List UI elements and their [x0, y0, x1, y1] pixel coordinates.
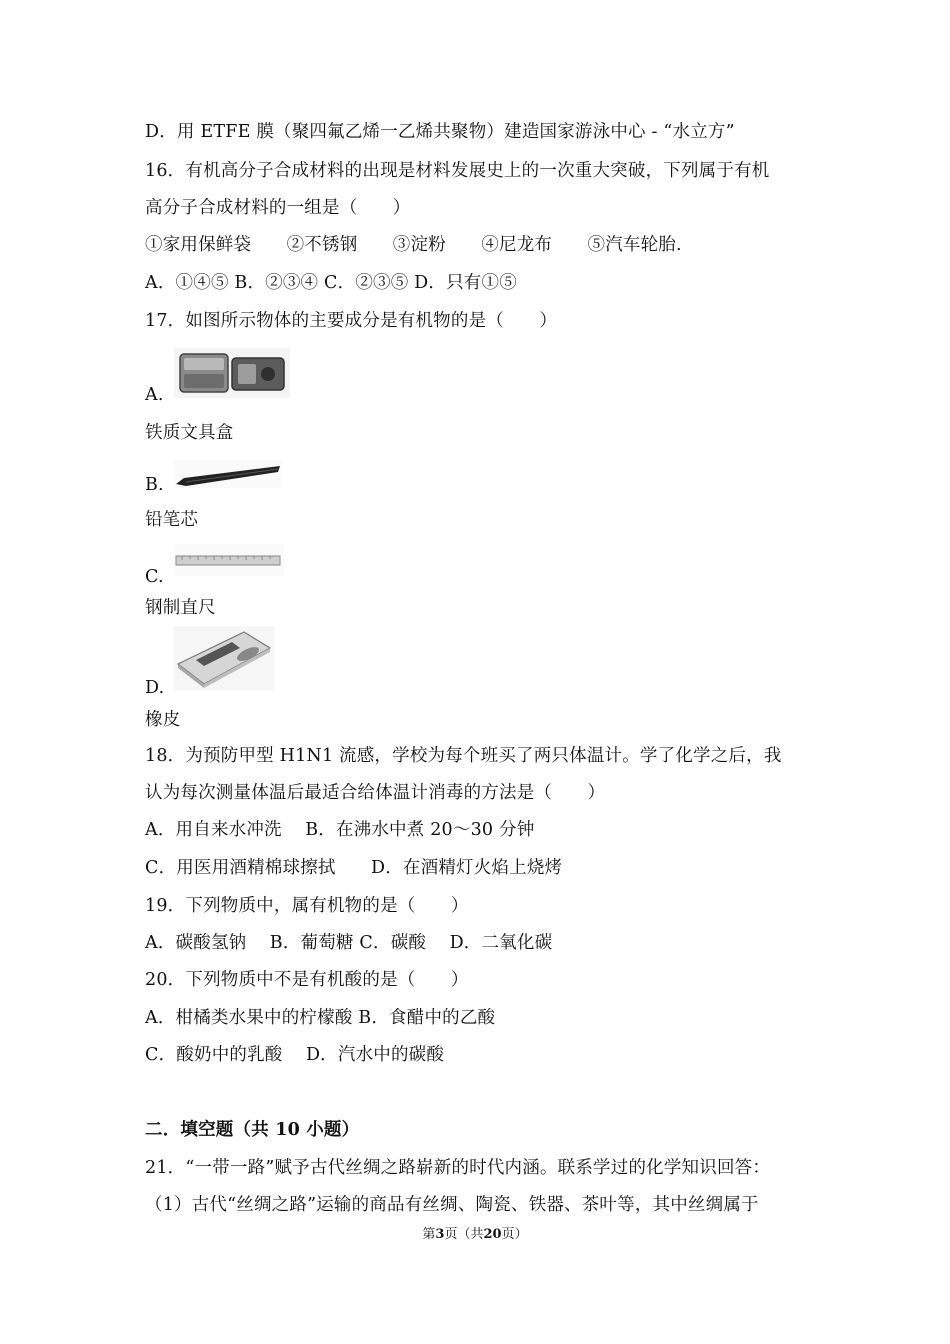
footer-prefix: 第	[422, 1227, 436, 1242]
option-c-label: C.	[145, 567, 164, 587]
question-16-items: ①家用保鲜袋 ②不锈钢 ③淀粉 ④尼龙布 ⑤汽车轮胎.	[145, 235, 682, 255]
eraser-image	[174, 626, 274, 690]
question-20-options-cd: C．酸奶中的乳酸 D．汽水中的碳酸	[145, 1045, 445, 1065]
question-18-options-cd: C．用医用酒精棉球擦拭 D．在酒精灯火焰上烧烤	[145, 858, 563, 878]
question-18-line1: 18．为预防甲型 H1N1 流感，学校为每个班买了两只体温计。学了化学之后，我	[145, 746, 782, 766]
question-18-options-ab: A．用自来水冲洗 B．在沸水中煮 20～30 分钟	[145, 820, 535, 840]
footer-total-pages: 20	[483, 1227, 502, 1242]
footer-mid: 页（共	[444, 1227, 484, 1242]
question-16-options: A．①④⑤ B．②③④ C．②③⑤ D．只有①⑤	[145, 273, 517, 293]
question-20: 20．下列物质中不是有机酸的是（ ）	[145, 970, 469, 990]
footer-page-number: 3	[435, 1227, 445, 1242]
question-19-options: A．碳酸氢钠 B．葡萄糖 C．碳酸 D．二氧化碳	[145, 933, 553, 953]
pencil-box-image	[174, 348, 290, 398]
question-18-line2: 认为每次测量体温后最适合给体温计消毒的方法是（ ）	[145, 783, 606, 803]
question-21-line1: 21．“一带一路”赋予古代丝绸之路崭新的时代内涵。联系学过的化学知识回答：	[145, 1158, 771, 1178]
option-a-label: A.	[145, 385, 164, 405]
pencil-lead-image	[174, 460, 282, 488]
question-16-line1: 16．有机高分子合成材料的出现是材料发展史上的一次重大突破，下列属于有机	[145, 161, 770, 181]
page-footer	[0, 1226, 950, 1244]
option-d-label: D.	[145, 678, 165, 698]
option-d-caption: 橡皮	[145, 710, 181, 730]
question-20-options-ab: A．柑橘类水果中的柠檬酸 B．食醋中的乙酸	[145, 1008, 496, 1028]
steel-ruler-image	[174, 544, 284, 576]
section-heading: 二．填空题（共 10 小题）	[145, 1120, 360, 1140]
question-16-line2: 高分子合成材料的一组是（ ）	[145, 198, 411, 218]
question-19: 19．下列物质中，属有机物的是（ ）	[145, 896, 469, 916]
question-21-line2: （1）古代“丝绸之路”运输的商品有丝绸、陶瓷、铁器、茶叶等，其中丝绸属于	[145, 1195, 759, 1215]
question-17: 17．如图所示物体的主要成分是有机物的是（ ）	[145, 311, 558, 331]
option-a-caption: 铁质文具盒	[145, 423, 234, 443]
option-c-caption: 钢制直尺	[145, 598, 216, 618]
footer-suffix: 页）	[501, 1227, 528, 1242]
option-b-label: B.	[145, 475, 164, 495]
line-d-option: D．用 ETFE 膜（聚四氟乙烯一乙烯共聚物）建造国家游泳中心 - “水立方”	[145, 122, 735, 142]
option-b-caption: 铅笔芯	[145, 510, 199, 530]
